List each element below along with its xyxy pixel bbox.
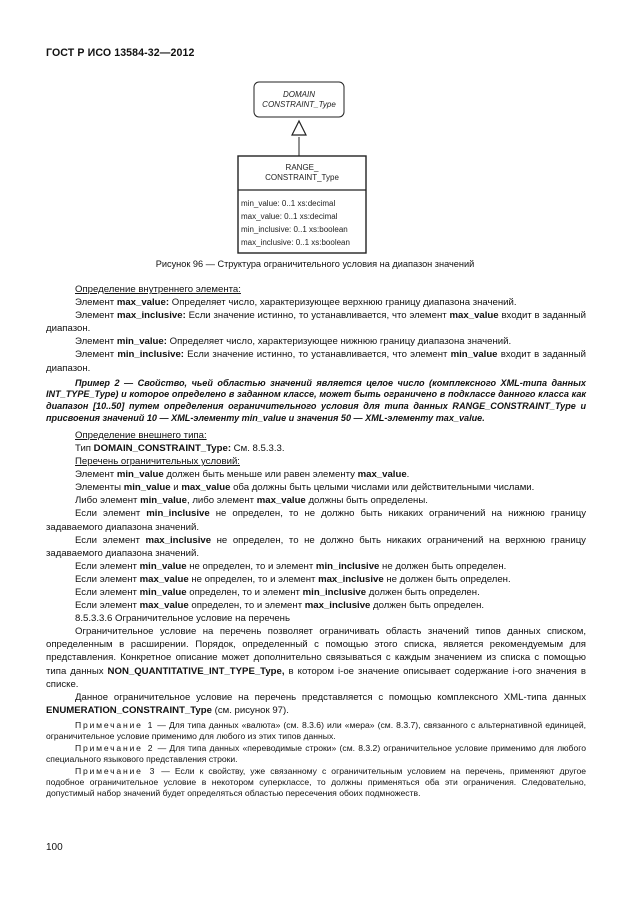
text: Ограничительное условие на перечень позволяет ограничивать область значений типов данных списком, определенным в расширении. Порядок, определенный с помощью этого списка, является рекомендуемым для представления. Конкретное описание может дополнительно связываться с каждым значением из списка с помощью типа данных [46,626,586,677]
text: , либо элемент [187,495,257,507]
text: Если значение истинно, то устанавливается, что элемент [185,310,450,322]
text: Элемент [75,336,117,348]
term: min_inclusive [146,508,210,520]
text: должен быть определен. [370,600,485,612]
text: не определен, то и элемент [188,573,319,585]
text: должен быть определен. [366,586,480,598]
text: и [170,482,182,494]
constraint-2 [46,481,586,494]
external-type-title: Определение внешнего типа: [75,429,207,441]
term: max_value: [116,297,170,309]
section-heading: 8.5.3.3.6 Ограничительное условие на перечень [75,613,290,625]
text: определен, то и элемент [186,586,303,598]
constraint-3 [46,494,586,507]
note-3 [46,766,586,800]
class-name [238,163,366,183]
page-number: 100 [46,842,63,853]
term: max_value [449,310,499,322]
term: max_value [357,469,407,481]
term: min_value [450,349,498,361]
abstract-class-line1: DOMAIN [283,90,315,99]
text: не определен, то не должно быть никаких ограничений на верхнюю границу задаваемого диапазона значений. [46,534,586,559]
text: не должен быть определен. [379,560,507,572]
text: входит в заданный диапазон. [46,349,586,374]
internal-element-title: Определение внутреннего элемента: [75,284,241,295]
text: не определен, то и элемент [186,560,316,572]
text: не определен, то не должно быть никаких ограничений на нижнюю границу задаваемого диапазона значений. [46,508,586,533]
uml-diagram [236,77,372,259]
text: Определяет число, характеризующее верхнюю границу диапазона значений. [169,297,517,309]
note-label: Примечание 2 [75,742,155,753]
text: должны быть определены. [305,495,428,507]
term: max_inclusive [145,534,212,546]
term: max_inclusive [318,573,384,585]
text: определен, то и элемент [188,600,305,612]
text: Если элемент [75,508,147,520]
term: ENUMERATION_CONSTRAINT_Type [46,704,212,716]
text: . [406,469,410,481]
attribute-min-inclusive: min_inclusive: 0..1 xs:boolean [241,225,348,234]
def-max-inclusive [46,309,586,335]
note-text: — Для типа данных «валюта» (см. 8.3.6) или «мера» (см. 8.3.7), связанного с альтернативной единицей, ограничительное условие применимо для любого из этих типов данных. [46,719,587,742]
def-max-value [46,296,586,309]
constraint-1 [46,468,586,481]
note-1 [46,720,586,743]
text: Если элемент [75,573,140,585]
text: Данное ограничительное условие на перечень представляется с помощью комплексного XML-типа данных [75,691,586,703]
text: Либо элемент [75,495,141,507]
note-label: Примечание 3 [75,765,157,776]
term: max_value [139,573,189,585]
text: должен быть меньше или равен элементу [163,469,358,481]
term: max_value [139,600,189,612]
note-label: Примечание 1 [75,719,155,730]
constraint-8 [46,586,586,599]
section-paragraph-1 [46,625,586,690]
term: min_value [139,586,187,598]
text: См. 8.5.3.3. [231,442,285,454]
class-name-line1: RANGE_ [285,163,319,172]
text: Если элемент [75,534,146,546]
abstract-class-name [254,90,344,110]
note-2 [46,743,586,766]
body-text [46,283,586,800]
external-type-def [46,442,586,455]
section-paragraph-2 [46,691,586,717]
page-header: ГОСТ Р ИСО 13584-32—2012 [46,47,195,59]
text: Если элемент [75,560,140,572]
term: min_value [139,560,187,572]
text: не должен быть определен. [383,573,511,585]
term: NON_QUANTITATIVE_INT_TYPE_Type, [107,665,285,677]
term: DOMAIN_CONSTRAINT_Type: [93,442,232,454]
constraints-title: Перечень ограничительных условий: [75,456,240,468]
example-2: Пример 2 — Свойство, чьей областью значений является целое число (комплексного XML-типа данных INT_TYPE_Type) и которое определено в заданном классе, может быть ограничено в подклассе данного класса как диапазон [10..50] путем определения ограничительного условия для типа данных RANGE_CONSTRAINT_Type и присвоения значений 10 — XML-элементу min_value и значения 50 — XML-элементу max_value. [46,377,586,424]
def-min-value [46,335,586,348]
text: Если элемент [75,586,140,598]
figure-caption: Рисунок 96 — Структура ограничительного условия на диапазон значений [155,259,475,269]
text: Тип [75,442,94,454]
term: min_inclusive [302,586,367,598]
term: min_value [123,482,171,494]
text: Элемент [75,349,118,361]
term: min_value [116,469,164,481]
term: min_value [140,495,187,507]
abstract-class-line2: CONSTRAINT_Type [262,100,336,109]
note-text: — Для типа данных «переводимые строки» (см. 8.3.2) ограничительное условие применимо для любого специального языкового представления строки. [46,742,586,765]
constraint-6 [46,560,586,573]
note-text: — Если к свойству, уже связанному с ограничительным условием на перечень, применяют другое подобное ограничительное условие в некотором суперклассе, то должны применяться оба эти ограничения. Следовательно, допустимый набор значений будет определяться областью пересечения обоих подмножеств. [46,765,586,799]
attribute-max-value: max_value: 0..1 xs:decimal [241,212,338,221]
constraint-7 [46,573,586,586]
class-attributes [241,197,350,249]
text: Элемент [75,310,117,322]
text: Если элемент [75,600,140,612]
class-name-line2: CONSTRAINT_Type [265,173,339,182]
term: min_value: [116,336,167,348]
attribute-min-value: min_value: 0..1 xs:decimal [241,199,336,208]
constraint-5 [46,534,586,560]
term: max_value [181,482,231,494]
term: min_inclusive: [117,349,184,361]
text: Элемент [75,297,117,309]
def-min-inclusive [46,348,586,374]
text: входит в заданный диапазон. [46,310,586,335]
text: Элементы [75,482,124,494]
constraint-4 [46,507,586,533]
term: max_inclusive: [116,310,186,322]
term: min_inclusive [315,560,380,572]
attribute-max-inclusive: max_inclusive: 0..1 xs:boolean [241,238,350,247]
term: max_value [256,495,306,507]
constraint-9 [46,599,586,612]
text: Элемент [75,469,117,481]
text: в котором i-ое значение описывает содержание i-ого значения в списке. [46,665,586,690]
text: Если значение истинно, то устанавливается, что элемент [183,349,451,361]
text: оба должны быть целыми числами или действительными числами. [230,482,535,494]
text: Определяет число, характеризующее нижнюю границу диапазона значений. [166,336,512,348]
text: (см. рисунок 97). [211,704,289,716]
term: max_inclusive [304,600,371,612]
